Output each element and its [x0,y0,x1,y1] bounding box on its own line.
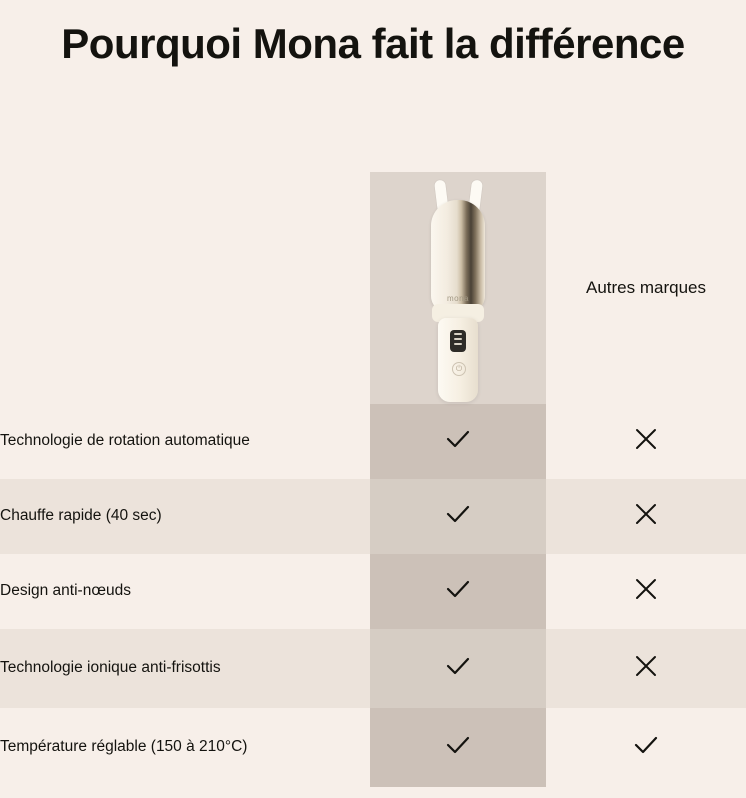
table-row [0,629,746,708]
other-column-header: Autres marques [546,172,746,404]
feature-column-header [0,172,370,404]
mona-column-header [370,172,546,404]
page-title: Pourquoi Mona fait la différence [61,20,685,67]
table-row [0,404,746,479]
cross-icon [629,422,663,456]
comparison-table-wrapper [0,172,746,787]
product-brand-label: mona [446,294,469,303]
table-row [0,479,746,554]
mona-mark-cell [370,404,546,479]
table-row [0,708,746,787]
mona-mark-cell [370,554,546,629]
comparison-table [0,172,746,787]
power-button-icon: ⏻ [452,362,466,376]
check-icon [441,497,475,531]
cross-icon [629,497,663,531]
table-header-row [0,172,746,404]
product-image [370,172,546,404]
check-icon [441,649,475,683]
mona-mark-cell [370,629,546,708]
product-display-icon [450,330,466,352]
cross-icon [629,572,663,606]
cross-icon [629,649,663,683]
check-icon [441,728,475,762]
other-mark-cell [546,708,746,787]
table-row [0,554,746,629]
mona-mark-cell [370,479,546,554]
other-mark-cell [546,554,746,629]
other-mark-cell [546,629,746,708]
mona-mark-cell [370,708,546,787]
feature-label: Technologie ionique anti-frisottis [0,659,221,677]
feature-label: Design anti-nœuds [0,582,131,600]
feature-label: Température réglable (150 à 210°C) [0,738,248,756]
other-mark-cell [546,404,746,479]
feature-label: Chauffe rapide (40 sec) [0,507,162,525]
other-mark-cell [546,479,746,554]
feature-label: Technologie de rotation automatique [0,432,250,450]
check-icon [441,422,475,456]
check-icon [441,572,475,606]
check-icon [629,728,663,762]
